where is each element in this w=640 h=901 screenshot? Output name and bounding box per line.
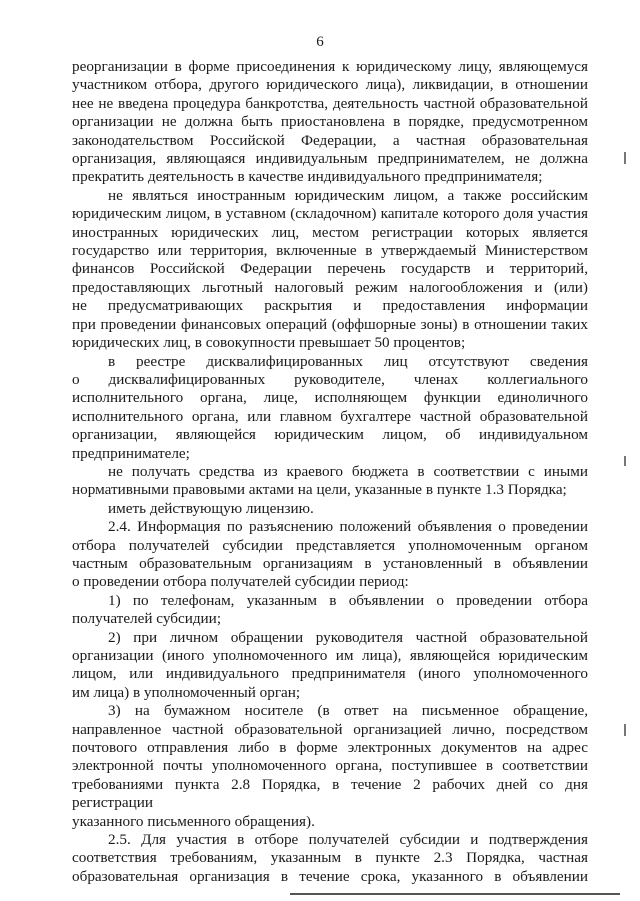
text-line: электронной почты уполномоченного органа, поступившее в соответствии <box>72 757 588 775</box>
text-line: соответствия требованиям, указанным в пункте 2.3 Порядка, частная <box>72 849 588 867</box>
text-line: не предусматривающих раскрытия и предоставления информации <box>72 297 588 315</box>
text-line: лицом, или индивидуального предпринимателя (иного уполномоченного <box>72 665 588 683</box>
text-line: иметь действующую лицензию. <box>108 499 314 517</box>
text-line: 2) при личном обращении руководителя частной образовательной <box>108 628 588 646</box>
text-line: при проведении финансовых операций (оффшорные зоны) в отношении таких <box>72 315 588 333</box>
scan-margin-mark <box>624 724 626 736</box>
text-line: направленное частной образовательной организацией лично, посредством <box>72 720 588 738</box>
text-line: почтового отправления либо в форме электронных документов на адрес <box>72 739 588 757</box>
text-line: иностранных юридических лиц, местом регистрации которых является <box>72 223 588 241</box>
text-line: предпринимателе; <box>72 444 190 462</box>
scan-margin-mark <box>624 152 626 164</box>
page-number: 6 <box>316 34 324 50</box>
text-line: в реестре дисквалифицированных лиц отсутствуют сведения <box>108 352 588 370</box>
text-line: требованиями пункта 2.8 Порядка, в течение 2 рабочих дней со дня регистрации <box>72 775 588 812</box>
document-body <box>72 58 588 886</box>
scan-margin-mark <box>624 456 626 466</box>
text-line: организации не должна быть приостановлена в порядке, предусмотренном <box>72 113 588 131</box>
text-line: юридических лиц, в совокупности превышает 50 процентов; <box>72 334 466 352</box>
text-line: финансов Российской Федерации перечень государств и территорий, <box>72 260 588 278</box>
text-line: государство или территория, включенные в утверждаемый Министерством <box>72 242 588 260</box>
text-line: организации, являющейся юридическим лицом, об индивидуальном <box>72 426 588 444</box>
text-line: законодательством Российской Федерации, а частная образовательная <box>72 131 588 149</box>
text-line: реорганизации в форме присоединения к юридическому лицу, являющемуся <box>72 58 588 75</box>
text-line: 2.5. Для участия в отборе получателей субсидии и подтверждения <box>108 831 588 849</box>
text-line: юридическим лицом, в уставном (складочном) капитале которого доля участия <box>72 205 588 223</box>
text-line: 2.4. Информация по разъяснению положений объявления о проведении <box>108 518 588 536</box>
text-line: частным образовательным организациям в установленный в объявлении <box>72 554 588 572</box>
text-line: не являться иностранным юридическим лицом, а также российским <box>108 186 588 204</box>
text-line: исполнительного органа, лице, исполняющем функции единоличного <box>72 389 588 407</box>
text-line: предоставляющих льготный налоговый режим налогообложения и (или) <box>72 278 588 296</box>
text-line: получателей субсидии; <box>72 610 222 628</box>
text-line: участником отбора, другого юридического лица), ликвидации, в отношении <box>72 76 588 94</box>
text-line: образовательная организация в течение срока, указанного в объявлении <box>72 867 588 885</box>
text-line: о дисквалифицированных руководителе, членах коллегиального <box>72 370 588 388</box>
text-line: организации (иного уполномоченного им лица), являющейся юридическим <box>72 647 588 664</box>
scan-edge-line <box>290 893 620 895</box>
text-line: о проведении отбора получателей субсидии период: <box>72 573 409 591</box>
text-line: отбора получателей субсидии представляется уполномоченным органом <box>72 536 588 554</box>
text-line: указанного письменного обращения). <box>72 812 315 830</box>
text-line: исполнительного органа, или главном бухгалтере частной образовательной <box>72 407 588 425</box>
text-line: 1) по телефонам, указанным в объявлении о проведении отбора <box>108 591 588 609</box>
text-line: нормативными правовыми актами на цели, указанные в пункте 1.3 Порядка; <box>72 481 567 499</box>
text-line: 3) на бумажном носителе (в ответ на письменное обращение, <box>108 702 588 720</box>
text-line: прекратить деятельность в качестве индивидуального предпринимателя; <box>72 168 543 186</box>
text-line: организация, являющаяся индивидуальным предпринимателем, не должна <box>72 150 588 168</box>
text-line: им лица) в уполномоченный орган; <box>72 683 301 701</box>
text-line: нее не введена процедура банкротства, деятельность частной образовательной <box>72 94 588 112</box>
text-line: не получать средства из краевого бюджета в соответствии с иными <box>108 462 588 480</box>
